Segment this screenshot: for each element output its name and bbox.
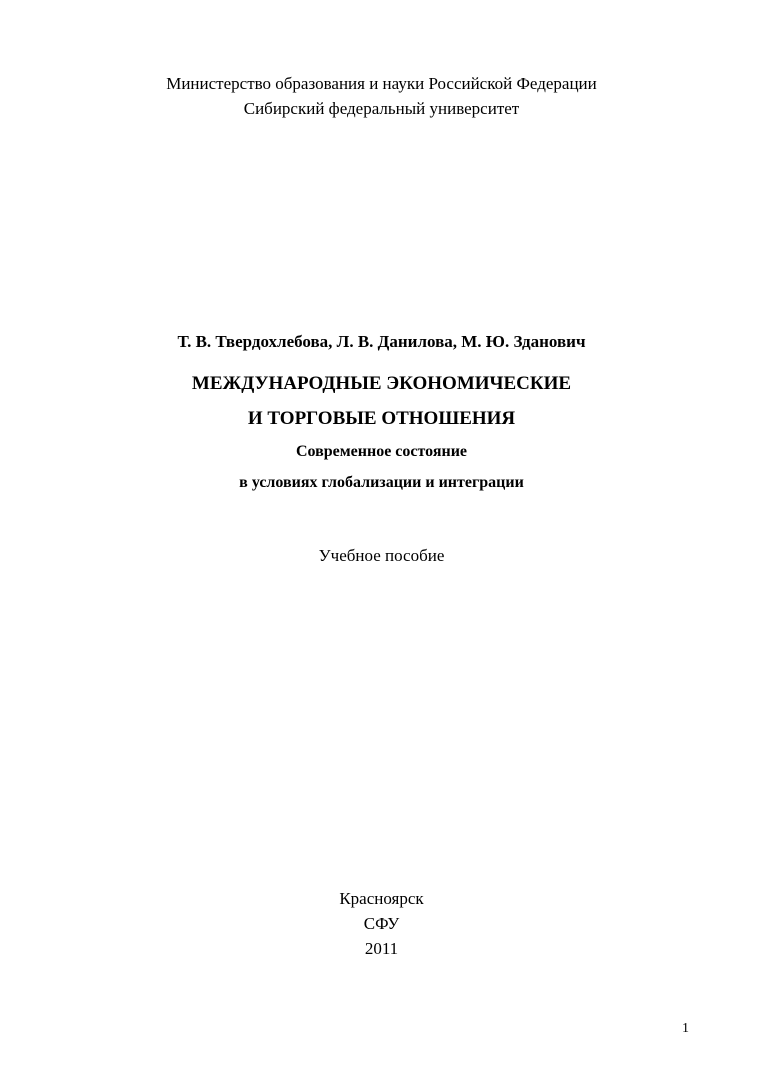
book-title-line-1: МЕЖДУНАРОДНЫЕ ЭКОНОМИЧЕСКИЕ: [191, 373, 572, 394]
imprint-year: 2011: [364, 939, 399, 958]
book-subtitle-line-1: Современное состояние: [295, 443, 468, 460]
book-subtitle-line-2: в условиях глобализации и интеграции: [239, 474, 524, 491]
book-title-line-2: И ТОРГОВЫЕ ОТНОШЕНИЯ: [247, 408, 516, 429]
ministry-name: Министерство образования и науки Российской Федерации: [166, 74, 597, 93]
authors: Т. В. Твердохлебова, Л. В. Данилова, М. Ю. Зданович: [177, 332, 586, 351]
page-number: 1: [682, 1021, 689, 1036]
imprint-city: Красноярск: [339, 889, 424, 908]
imprint-publisher: СФУ: [363, 914, 400, 933]
document-type: Учебное пособие: [318, 546, 445, 565]
university-name: Сибирский федеральный университет: [243, 99, 520, 118]
